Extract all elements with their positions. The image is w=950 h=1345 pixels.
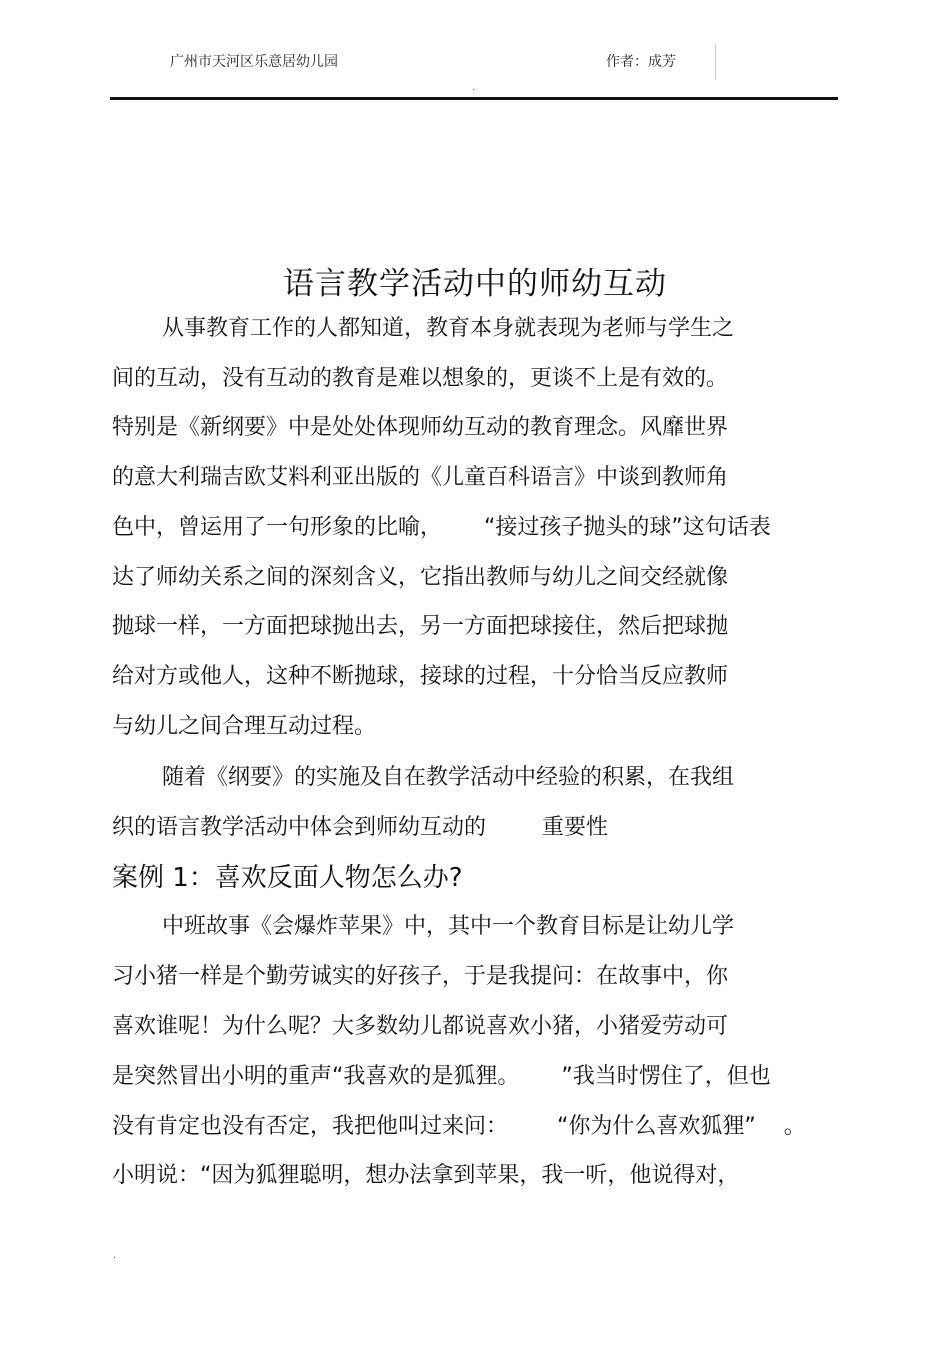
paragraph-line: 习小猪一样是个勤劳诚实的好孩子，于是我提问：在故事中，你 [112, 964, 729, 989]
paragraph-line: 达了师幼关系之间的深刻含义，它指出教师与幼儿之间交经就像 [112, 565, 729, 590]
footer-mark: . [113, 1250, 117, 1261]
header-school: 广州市天河区乐意居幼儿园 [170, 54, 338, 70]
header-author: 作者：成芳 [606, 54, 676, 70]
paragraph-line: 色中，曾运用了一句形象的比喻， “接过孩子抛头的球”这句话表 [112, 515, 771, 540]
paragraph-line: 从事教育工作的人都知道，教育本身就表现为老师与学生之 [162, 316, 735, 341]
paragraph-line: 与幼儿之间合理互动过程。 [112, 714, 377, 739]
paragraph-line: 小明说：“因为狐狸聪明，想办法拿到苹果，我一听，他说得对， [112, 1163, 740, 1188]
paragraph-line: 没有肯定也没有否定，我把他叫过来问： “你为什么喜欢狐狸” 。 [112, 1114, 806, 1139]
paragraph-line: 的意大利瑞吉欧艾料利亚出版的《儿童百科语言》中谈到教师角 [112, 465, 729, 490]
paragraph-line: 喜欢谁呢！为什么呢？大多数幼儿都说喜欢小猪，小猪爱劳动可 [112, 1014, 729, 1039]
paragraph-line: 是突然冒出小明的重声“我喜欢的是狐狸。 ”我当时愣住了，但也 [112, 1064, 771, 1089]
paragraph-line: 间的互动，没有互动的教育是难以想象的，更谈不上是有效的。 [112, 366, 729, 391]
header-divider-vertical [715, 44, 716, 80]
case-heading: 案例 1：喜欢反面人物怎么办? [112, 863, 463, 893]
paragraph-line: 抛球一样，一方面把球抛出去，另一方面把球接住，然后把球抛 [112, 614, 729, 639]
paragraph-line: 中班故事《会爆炸苹果》中，其中一个教育目标是让幼儿学 [162, 914, 735, 939]
paragraph-line: 织的语言教学活动中体会到师幼互动的 重要性 [112, 815, 608, 840]
document-title: 语言教学活动中的师幼互动 [283, 266, 667, 302]
paragraph-line: 特别是《新纲要》中是处处体现师幼互动的教育理念。风靡世界 [112, 415, 729, 440]
header-rule [110, 97, 838, 100]
header-mark: . [472, 82, 476, 93]
paragraph-line: 给对方或他人，这种不断抛球，接球的过程，十分恰当反应教师 [112, 664, 729, 689]
paragraph-line: 随着《纲要》的实施及自在教学活动中经验的积累，在我组 [162, 765, 735, 790]
